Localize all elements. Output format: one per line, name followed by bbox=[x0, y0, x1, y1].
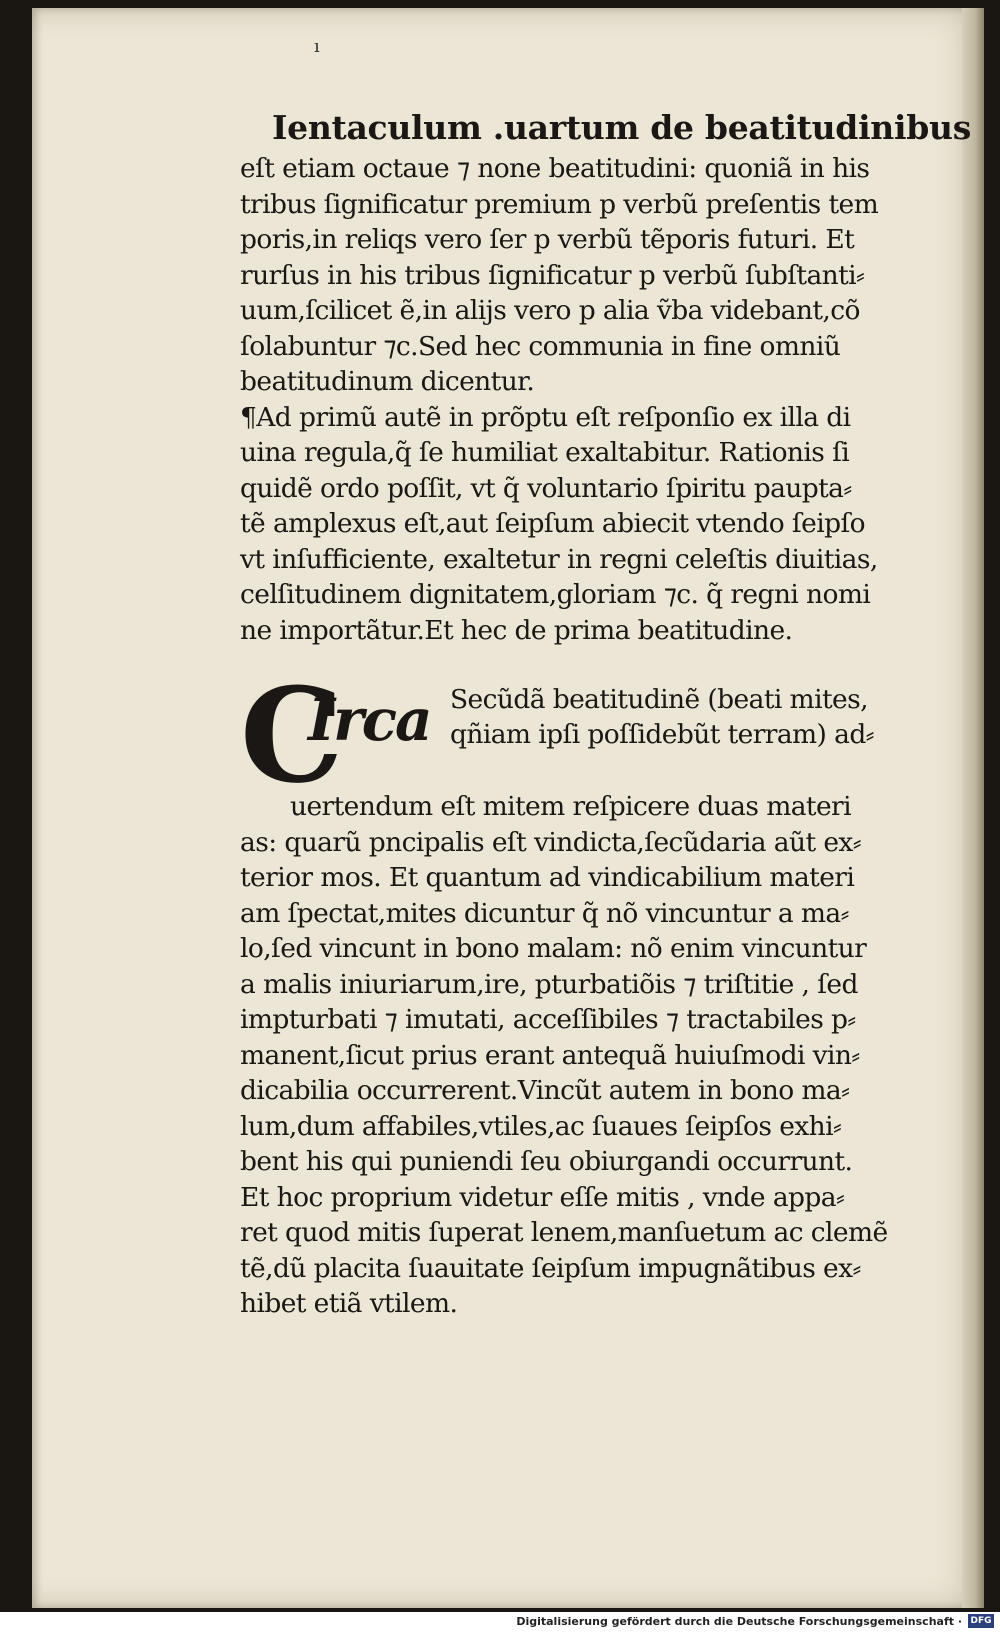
text-line: ¶Ad primũ autẽ in prõptu eſt reſponſio ex illa di bbox=[240, 401, 851, 433]
text-line: qñiam ipſi poſſidebũt terram) ad⸗ bbox=[450, 719, 874, 750]
text-line: uertendum eſt mitem reſpicere duas materi bbox=[290, 791, 852, 822]
text-line: quidẽ ordo poſſit, vt q̃ voluntario ſpiritu paupta⸗ bbox=[240, 472, 852, 504]
text-line: ſolabuntur ⁊c.Sed hec communia in fine omniũ bbox=[240, 330, 841, 362]
text-line: lo,ſed vincunt in bono malam: nõ enim vincuntur bbox=[240, 933, 867, 964]
opening-word: Irca bbox=[308, 686, 431, 754]
text-line: manent,ſicut prius erant antequã huiuſmodi vin⸗ bbox=[240, 1039, 860, 1071]
text-line: a malis iniuriarum,ire, pturbatiõis ⁊ triſtitie , ſed bbox=[240, 968, 858, 1000]
text-line: celſitudinem dignitatem,gloriam ⁊c. q̃ regni nomi bbox=[240, 579, 871, 610]
text-line: tribus ſignificatur premium p verbũ preſentis tem bbox=[240, 188, 879, 220]
text-line: uum,ſcilicet ẽ,in alijs vero p alia ṽba videbant,cõ bbox=[240, 295, 860, 326]
text-line: Secũdã beatitudinẽ (beati mites, bbox=[450, 684, 868, 715]
text-line: bent his qui puniendi ſeu obiurgandi occurrunt. bbox=[240, 1146, 853, 1177]
text-line: ne importãtur.Et hec de prima beatitudine. bbox=[240, 614, 793, 646]
text-line: lum,dum affabiles,vtiles,ac ſuaues ſeipſos exhi⸗ bbox=[240, 1110, 842, 1142]
running-head: Ientaculum .uartum de beatitudinibus bbox=[272, 108, 971, 147]
text-line: rurſus in his tribus ſignificatur p verbũ ſubſtanti⸗ bbox=[240, 259, 865, 291]
text-line: tẽ,dũ placita ſuauitate ſeipſum impugnãtibus ex⸗ bbox=[240, 1252, 861, 1284]
paragraph-2 bbox=[240, 400, 980, 649]
text-line: dicabilia occurrerent.Vincũt autem in bono ma⸗ bbox=[240, 1075, 850, 1106]
page-mark: ı bbox=[314, 36, 320, 57]
text-line: tẽ amplexus eſt,aut ſeipſum abiecit vtendo ſeipſo bbox=[240, 508, 866, 539]
footer-bar bbox=[0, 1612, 1000, 1632]
text-line: am ſpectat,mites dicuntur q̃ nõ vincuntur a ma⸗ bbox=[240, 897, 849, 929]
text-line: impturbati ⁊ imutati, acceſſibiles ⁊ tractabiles p⸗ bbox=[240, 1004, 856, 1035]
paragraph-3 bbox=[240, 659, 980, 1322]
paragraph-1 bbox=[240, 151, 980, 400]
text-line: uina regula,q̃ ſe humiliat exaltabitur. Rationis ſi bbox=[240, 437, 850, 468]
book-page bbox=[32, 8, 984, 1608]
dfg-logo-icon: DFG bbox=[968, 1614, 994, 1628]
text-line: vt inſufficiente, exaltetur in regni celeſtis diuitias, bbox=[240, 543, 878, 575]
text-line: eſt etiam octaue ⁊ none beatitudini: quoniã in his bbox=[240, 153, 870, 184]
text-block bbox=[240, 108, 980, 1322]
funding-credit: Digitalisierung gefördert durch die Deutsche Forschungsgemeinschaft · bbox=[516, 1615, 962, 1628]
text-line: as: quarũ pncipalis eſt vindicta,ſecũdaria aũt ex⸗ bbox=[240, 826, 861, 858]
text-line: ret quod mitis ſuperat lenem,manſuetum ac clemẽ bbox=[240, 1217, 888, 1248]
text-line: terior mos. Et quantum ad vindicabilium materi bbox=[240, 862, 855, 893]
paragraph-gap bbox=[240, 648, 980, 682]
text-line: Et hoc proprium videtur eſſe mitis , vnde appa⸗ bbox=[240, 1181, 845, 1213]
text-line: hibet etiã vtilem. bbox=[240, 1288, 458, 1319]
text-line: poris,in reliqs vero ſer p verbũ tẽporis futuri. Et bbox=[240, 224, 855, 255]
decorated-initial: C bbox=[240, 659, 344, 812]
text-line: beatitudinum dicentur. bbox=[240, 366, 535, 397]
